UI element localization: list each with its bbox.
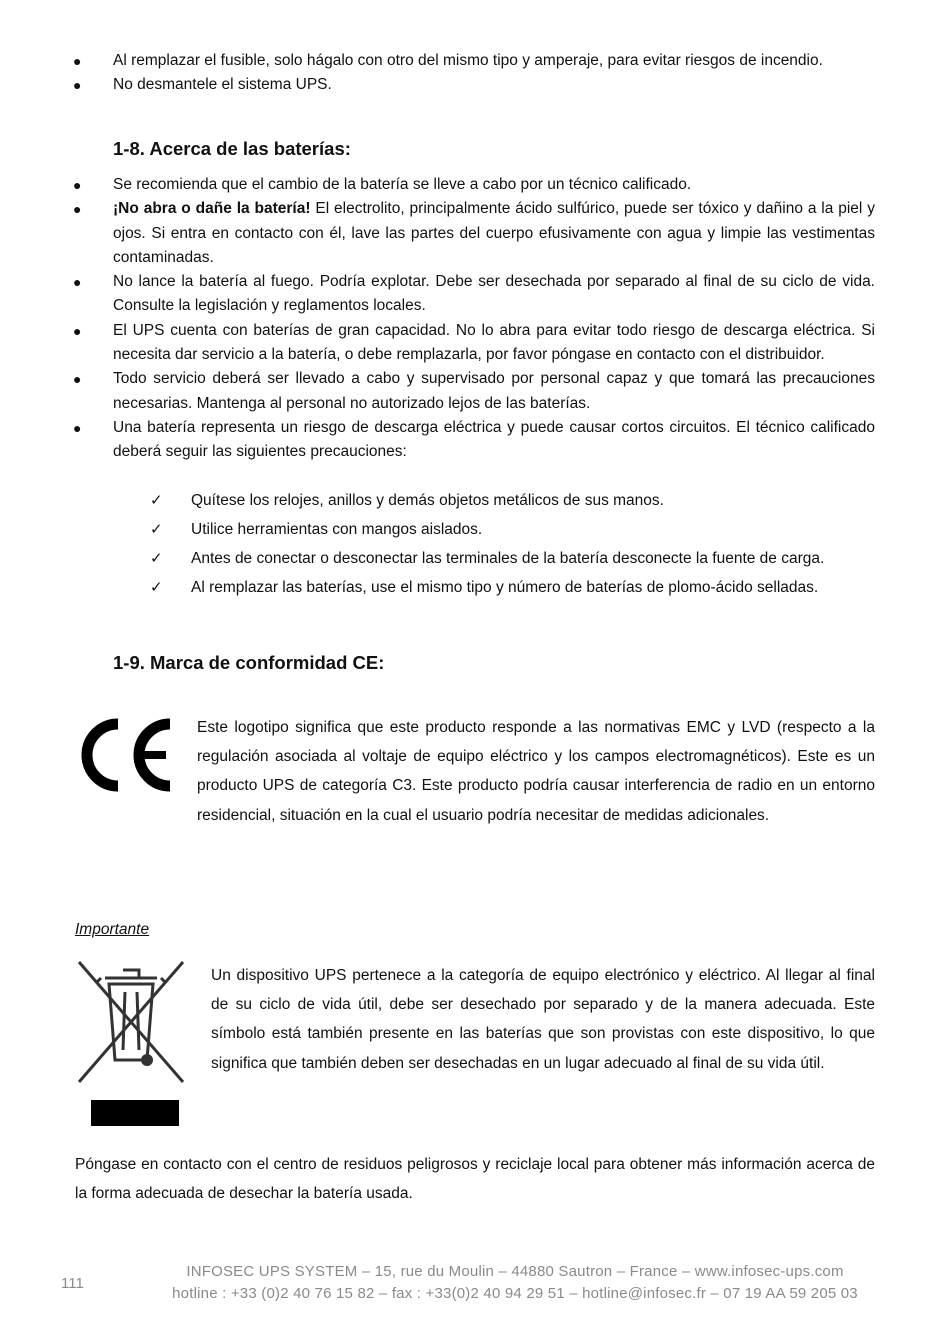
checkmark-icon: ✓ bbox=[150, 578, 163, 596]
ce-mark-icon bbox=[78, 718, 174, 792]
list-item: ● Se recomienda que el cambio de la batería se lleve a cabo por un técnico calificado. bbox=[0, 173, 950, 197]
list-item: ● Todo servicio deberá ser llevado a cabo y supervisado por personal capaz y que tomará las precauciones necesarias. Mantenga al personal no autorizado lejos de las baterías. bbox=[0, 367, 950, 416]
weee-bin-icon bbox=[75, 958, 187, 1138]
list-item: ● Una batería representa un riesgo de descarga eléctrica y puede causar cortos circuitos. El técnico calificado deberá seguir las siguientes precauciones: bbox=[0, 416, 950, 465]
list-item: ● No desmantele el sistema UPS. bbox=[0, 73, 950, 97]
list-item: ✓ Quítese los relojes, anillos y demás objetos metálicos de sus manos. bbox=[0, 486, 950, 515]
bullet-icon: ● bbox=[73, 177, 82, 193]
list-item: ✓ Al remplazar las baterías, use el mismo tipo y número de baterías de plomo-ácido selladas. bbox=[0, 573, 950, 602]
bullet-icon: ● bbox=[73, 53, 82, 69]
important-label: Importante bbox=[75, 921, 150, 938]
ce-description: Este logotipo significa que este producto responde a las normativas EMC y LVD (respecto a la regulación asociada al voltaje de equipo eléctrico y los campos electromagnéticos). Este es un producto UPS de categoría C3. Este producto podría causar interferencia de radio en un entorno residencial, situación en la cual el usuario podría necesitar de medidas adicionales. bbox=[197, 719, 875, 824]
page-number: 111 bbox=[61, 1275, 84, 1292]
bullet-icon: ● bbox=[73, 322, 82, 339]
list-item: ● Al remplazar el fusible, solo hágalo con otro del mismo tipo y amperaje, para evitar riesgos de incendio. bbox=[0, 49, 950, 73]
bullet-icon: ● bbox=[73, 419, 82, 436]
list-item: ✓ Utilice herramientas con mangos aislados. bbox=[0, 515, 950, 544]
bullet-icon: ● bbox=[73, 201, 82, 218]
list-item: ● No lance la batería al fuego. Podría explotar. Debe ser desechada por separado al final de su ciclo de vida. Consulte la legislación y reglamentos locales. bbox=[0, 270, 950, 319]
contact-paragraph: Póngase en contacto con el centro de residuos peligrosos y reciclaje local para obtener más información acerca de la forma adecuada de desechar la batería usada. bbox=[75, 1156, 875, 1203]
footer-address: INFOSEC UPS SYSTEM – 15, rue du Moulin – 44880 Sautron – France – www.infosec-ups.com bbox=[186, 1263, 844, 1280]
batteries-bullet-list bbox=[0, 173, 950, 465]
list-item: ● El UPS cuenta con baterías de gran capacidad. No lo abra para evitar todo riesgo de descarga eléctrica. Si necesita dar servicio a la batería, o debe remplazarla, por favor póngase en contacto con el distribuidor. bbox=[0, 319, 950, 368]
top-bullet-list bbox=[0, 49, 950, 98]
section-heading-ce: 1-9. Marca de conformidad CE: bbox=[113, 652, 385, 673]
page-footer bbox=[0, 1263, 950, 1313]
warning-bold-text: ¡No abra o dañe la batería! bbox=[113, 200, 311, 218]
bullet-icon: ● bbox=[73, 274, 82, 291]
footer-contact: hotline : +33 (0)2 40 76 15 82 – fax : +33(0)2 40 94 29 51 – hotline@infosec.fr – 07 19 AA 59 205 03 bbox=[172, 1285, 858, 1302]
list-item: ● ¡No abra o dañe la batería! El electrolito, principalmente ácido sulfúrico, puede ser tóxico y dañino a la piel y ojos. Si entra en contacto con él, lave las partes del cuerpo efusivamente con agua y limpie las vestimentas contaminadas. bbox=[0, 197, 950, 270]
section-heading-batteries: 1-8. Acerca de las baterías: bbox=[113, 138, 351, 159]
bullet-icon: ● bbox=[73, 77, 82, 94]
checkmark-icon: ✓ bbox=[150, 491, 163, 509]
important-description: Un dispositivo UPS pertenece a la categoría de equipo electrónico y eléctrico. Al llegar al final de su ciclo de vida útil, debe ser desechado por separado y de la manera adecuada. Este símbolo está también presente en las baterías que son provistas con este dispositivo, lo que significa que también deben ser desechadas en un lugar adecuado al final de su vida útil. bbox=[211, 967, 875, 1072]
checkmark-icon: ✓ bbox=[150, 549, 163, 567]
precaution-list bbox=[0, 486, 950, 602]
bullet-icon: ● bbox=[73, 371, 82, 388]
list-item: ✓ Antes de conectar o desconectar las terminales de la batería desconecte la fuente de carga. bbox=[0, 544, 950, 573]
checkmark-icon: ✓ bbox=[150, 520, 163, 538]
